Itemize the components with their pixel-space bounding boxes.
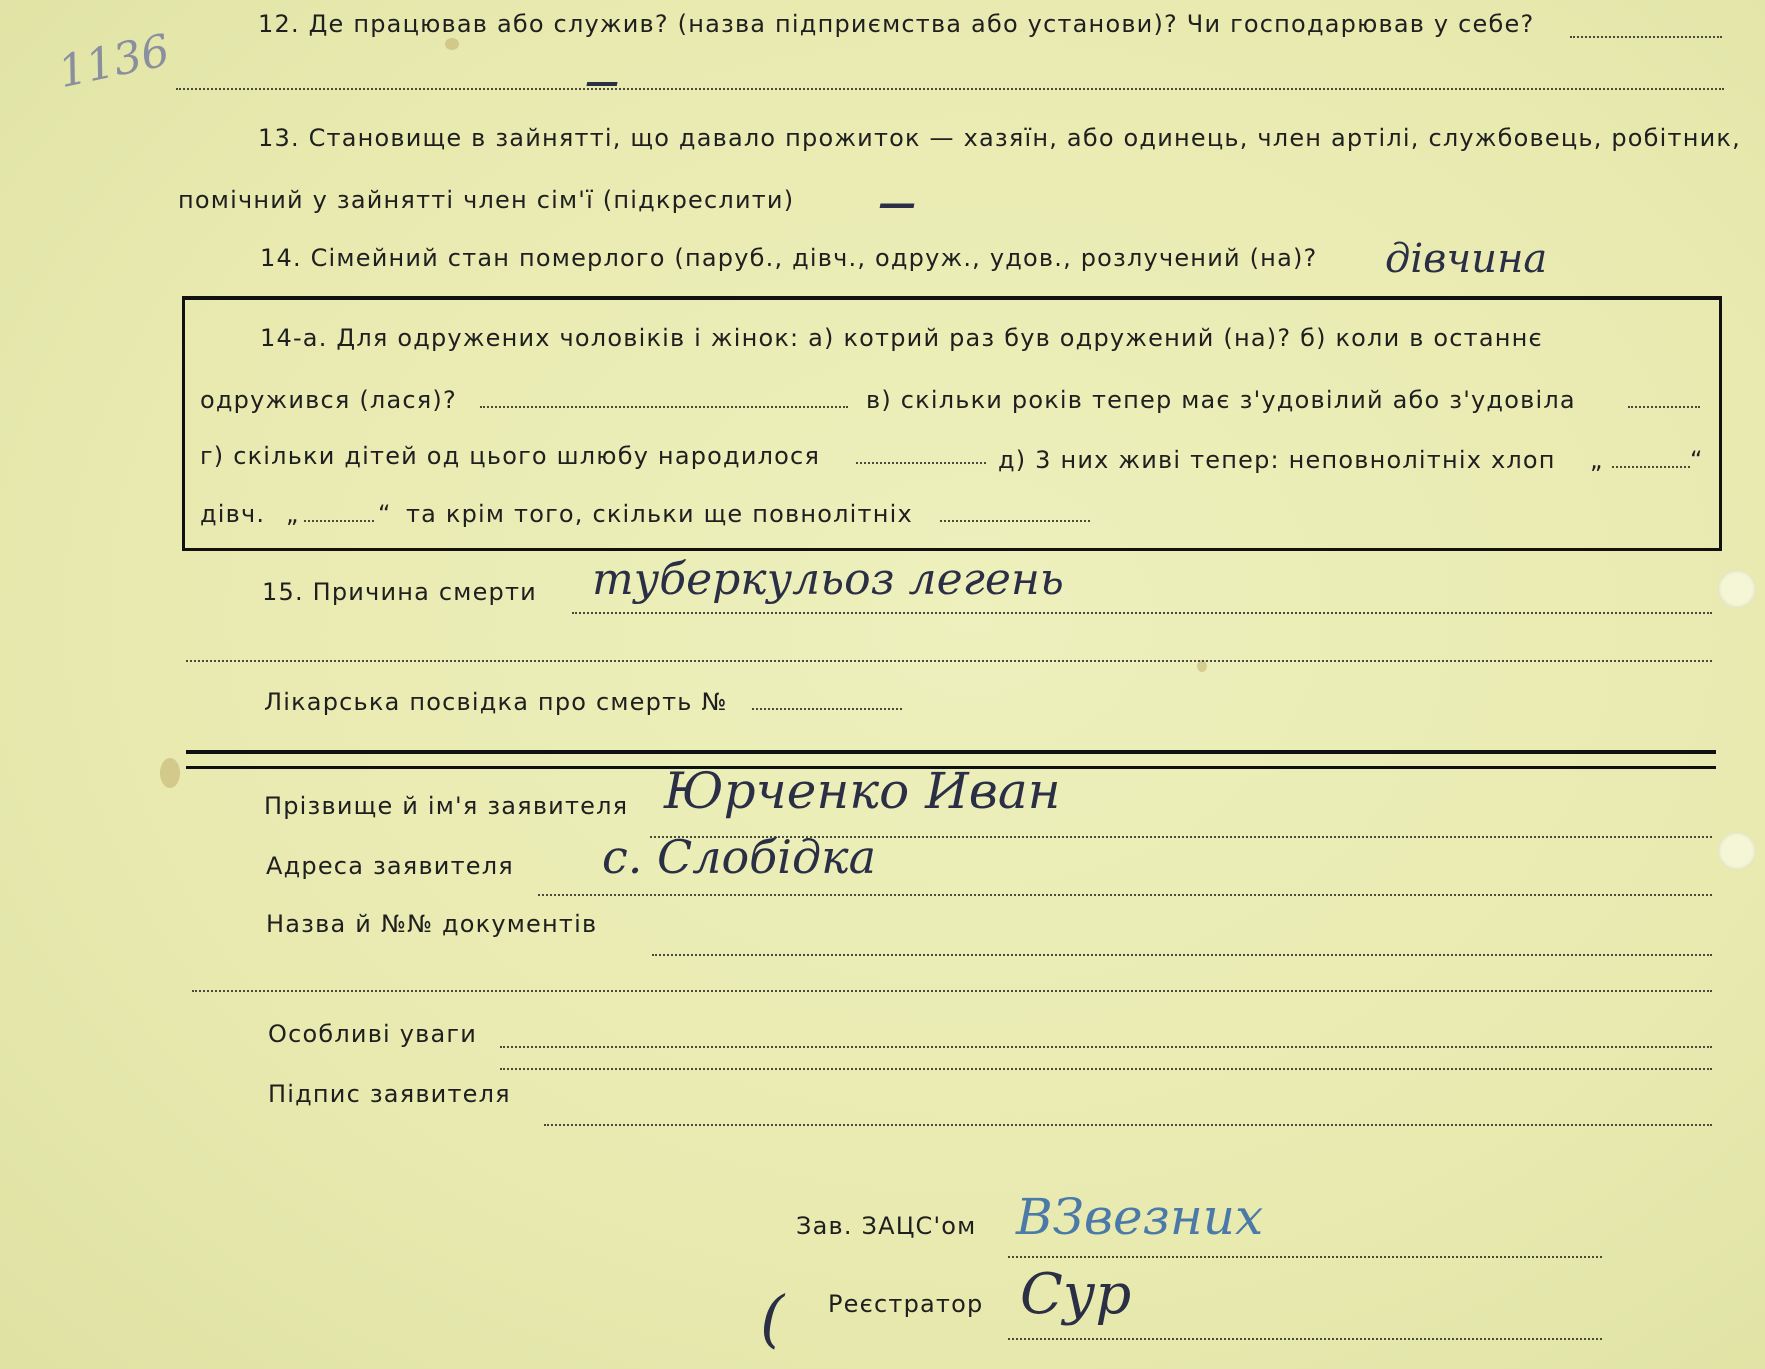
answer-line [1008,1338,1602,1340]
answer-line [176,88,1724,90]
answer-line [856,462,986,464]
answer-line [538,894,1712,896]
applicant-name-value: Юрченко Иван [664,762,1061,820]
question-13-label-cont: помічний у зайнятті член сім'ї (підкреслити) [178,186,795,214]
question-14a-label-3a: г) скільки дітей од цього шлюбу народилося [200,442,821,470]
question-14a-label: 14-а. Для одружених чоловіків і жінок: а) котрий раз був одружений (на)? б) коли в останнє [260,324,1543,352]
answer-line [186,660,1712,662]
answer-line [940,520,1090,522]
registrar-label: Реєстратор [828,1290,984,1318]
question-15-answer: туберкульоз легень [592,554,1064,605]
question-15-label: 15. Причина смерти [262,578,537,606]
answer-line [652,954,1712,956]
question-13-label: 13. Становище в зайнятті, що давало прожиток — хазяїн, або одинець, член артілі, службовець, робітник, [258,124,1741,152]
answer-line [544,1124,1712,1126]
applicant-address-label: Адреса заявителя [266,852,514,880]
registry-head-label: Зав. ЗАЦС'ом [796,1212,977,1240]
applicant-address-value: с. Слобідка [602,830,877,884]
registry-head-signature: ВЗвезних [1016,1188,1264,1246]
question-14a-label-2b: в) скільки років тепер має з'удовілий або з'удовіла [866,386,1576,414]
question-14-label: 14. Сімейний стан померлого (паруб., дівч., одруж., удов., розлучений (на)? [260,244,1318,272]
answer-line [500,1068,1712,1070]
quote-open: „ [286,500,300,528]
divider-rule [186,750,1716,754]
answer-line [480,406,848,408]
registrar-bracket-mark: ( [760,1282,785,1355]
answer-line [752,708,902,710]
question-14a-label-4a: дівч. [200,500,266,528]
ink-stain [160,758,180,788]
question-14a-label-4b: та крім того, скільки ще повнолітніх [406,500,913,528]
quote-close: “ [378,500,392,528]
question-14a-label-2a: одружився (лася)? [200,386,457,414]
remarks-label: Особливі уваги [268,1020,478,1048]
ink-stain [445,38,459,50]
documents-label: Назва й №№ документів [266,910,598,938]
question-12-answer: — [585,62,619,102]
question-14a-label-3b: д) 3 них живі тепер: неповнолітніх хлоп [998,446,1556,474]
answer-line [304,520,374,522]
answer-line [572,612,1712,614]
answer-line [500,1046,1712,1048]
question-14-answer: дівчина [1385,236,1548,282]
applicant-signature-label: Підпис заявителя [268,1080,511,1108]
punch-hole [1718,570,1756,608]
quote-close: “ [1690,446,1704,474]
answer-line [192,990,1712,992]
answer-line [1612,466,1690,468]
answer-line [1570,36,1722,38]
punch-hole [1718,832,1756,870]
medical-certificate-label: Лікарська посвідка про смерть № [264,688,728,716]
answer-line [1628,406,1700,408]
applicant-name-label: Прізвище й ім'я заявителя [264,792,629,820]
registrar-signature: Сур [1020,1262,1132,1327]
question-13-answer: — [878,180,916,225]
quote-open: „ [1590,446,1604,474]
margin-pencil-note: 1136 [53,24,175,99]
answer-line [1008,1256,1602,1258]
question-12-label: 12. Де працював або служив? (назва підприємства або установи)? Чи господарював у себе? [258,10,1535,38]
